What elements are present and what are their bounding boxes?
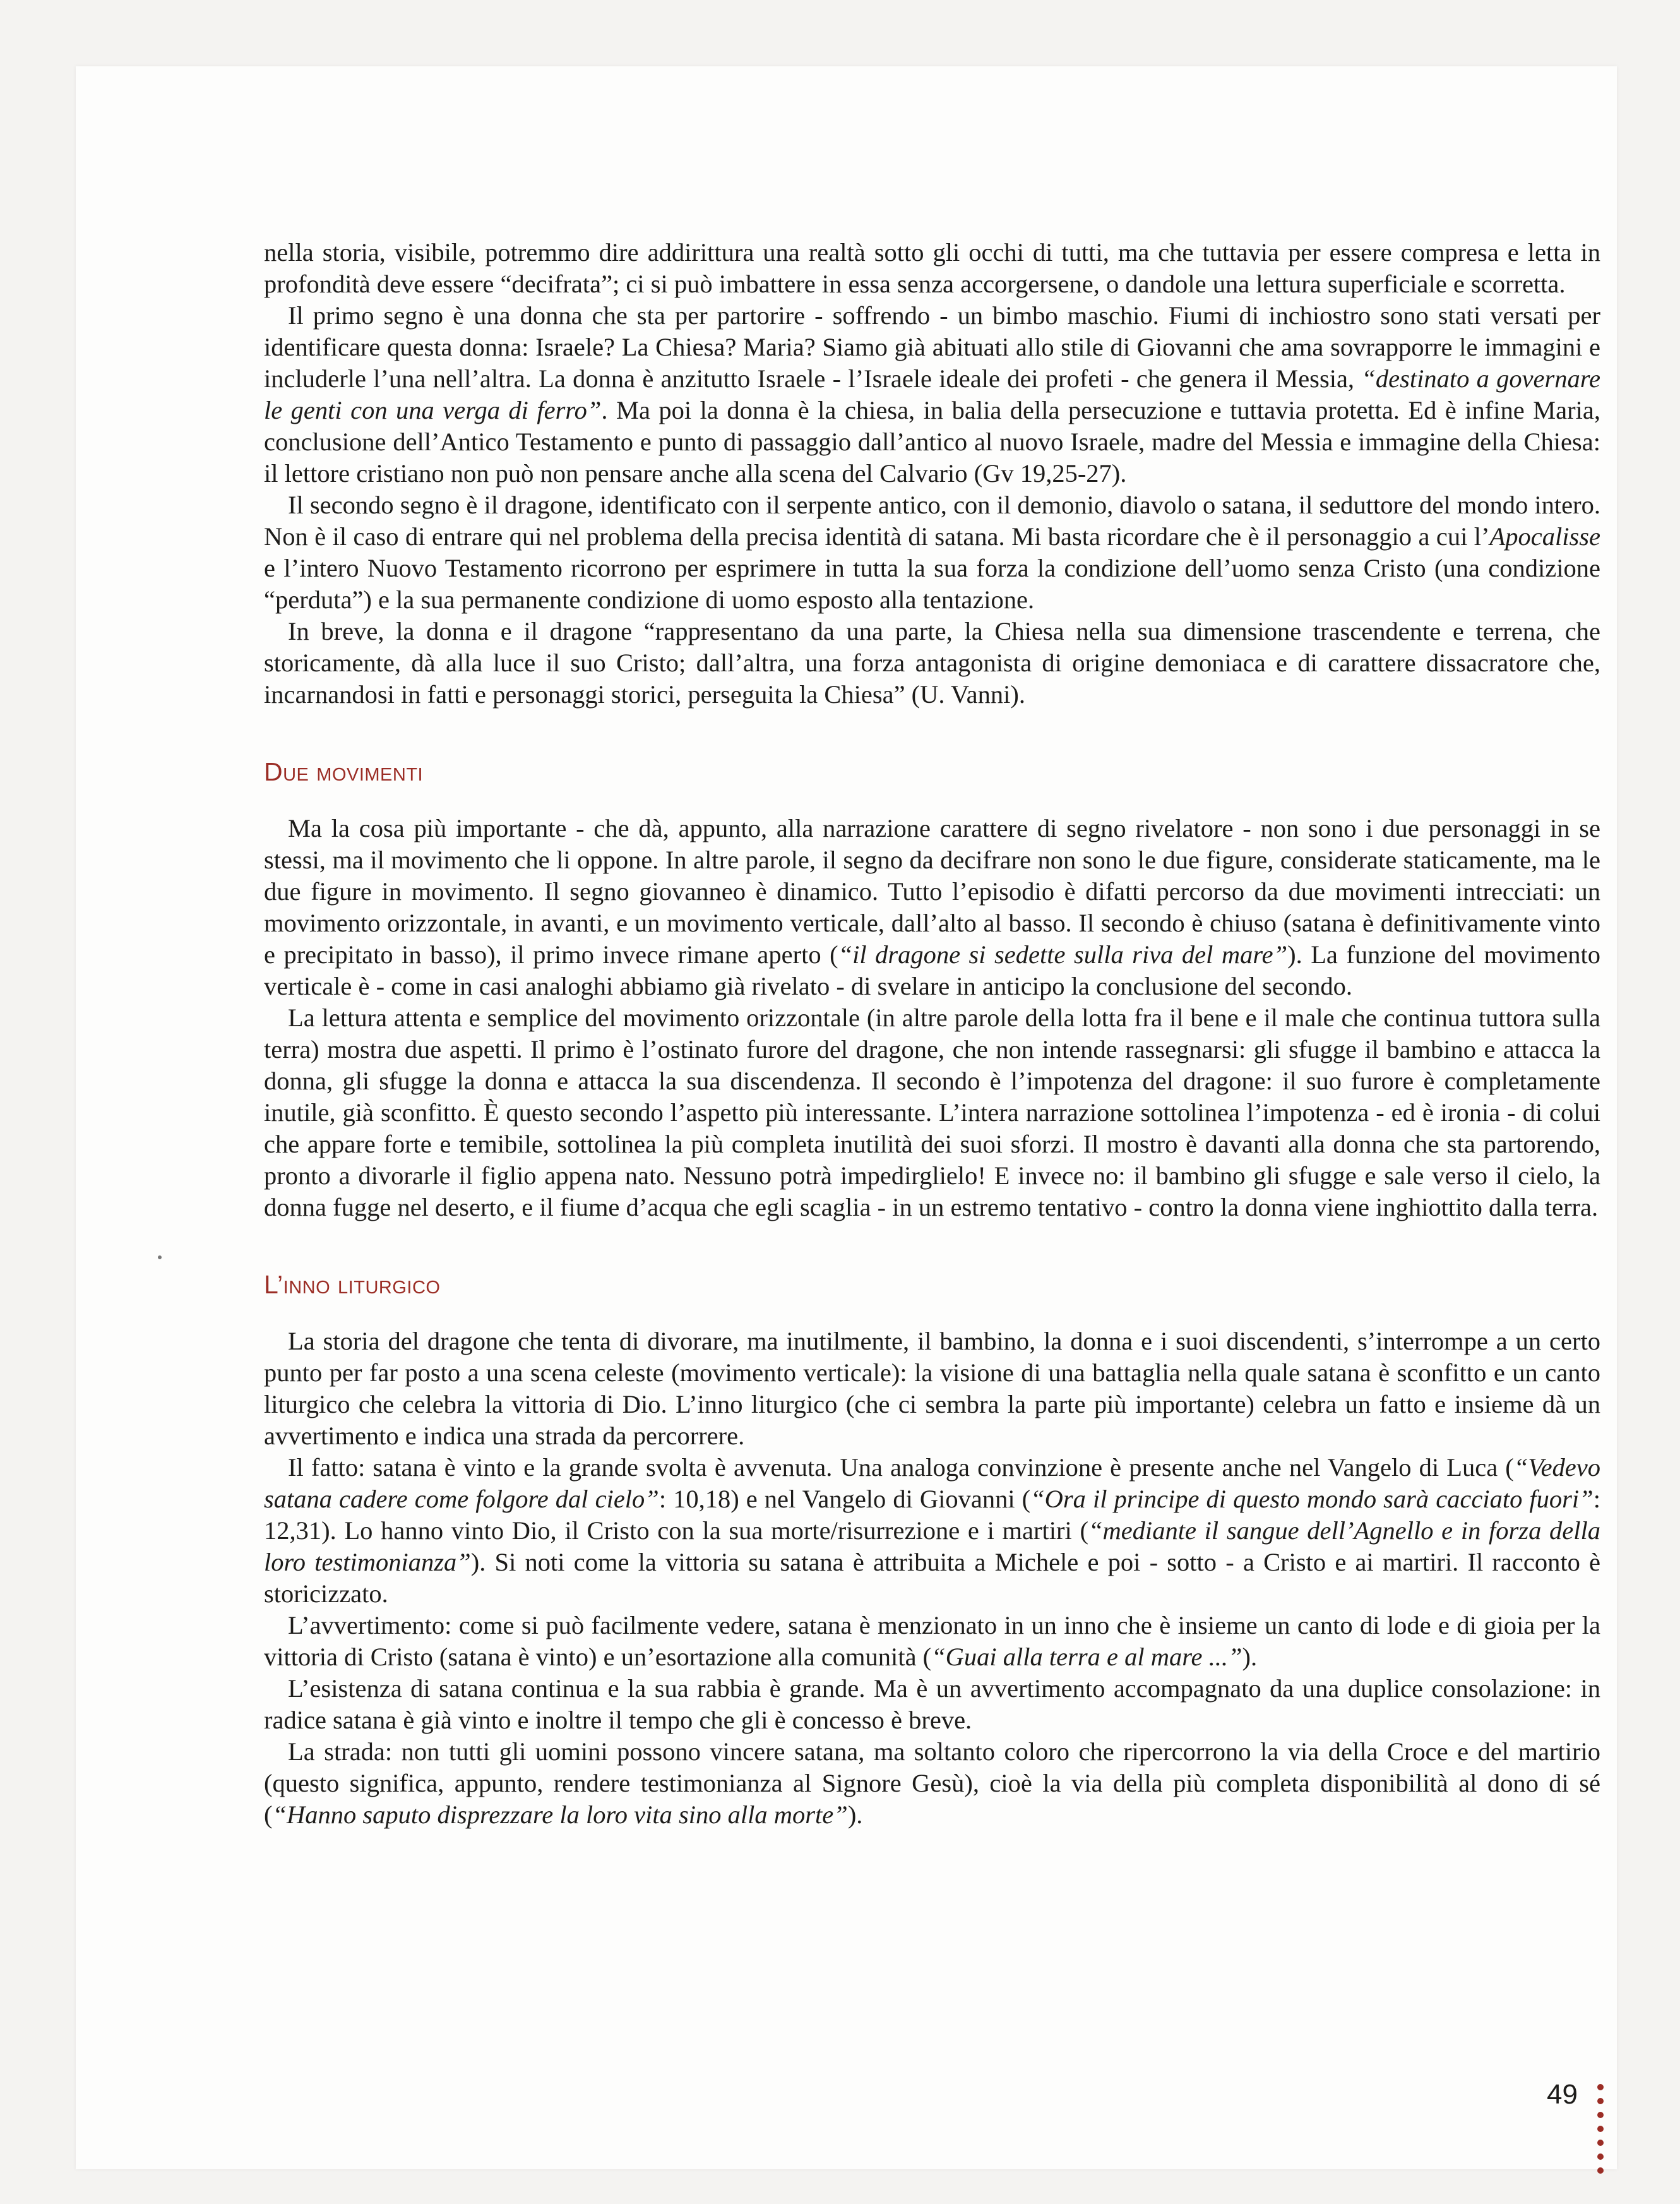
page-body — [264, 237, 1600, 1831]
quote-woe: “Guai alla terra e al mare ...” — [931, 1643, 1242, 1671]
apocalisse-title: Apocalisse — [1489, 522, 1600, 551]
paragraph-warning: L’avvertimento: come si può facilmente vedere, satana è menzionato in un inno che è insieme un canto di lode e di gioia per la vittoria di Cristo (satana è vinto) e un’esortazione alla comunità (“Guai alla terra e al mare ...”). — [264, 1611, 1600, 1671]
quote-luke: “Vedevo satana cadere come folgore dal cielo” — [264, 1453, 1600, 1513]
paragraph-the-fact: Il fatto: satana è vinto e la grande svolta è avvenuta. Una analoga convinzione è presente anche nel Vangelo di Luca (“Vedevo satana cadere come folgore dal cielo”: 10,18) e nel Vangelo di Giovanni (“Ora il principe di questo mondo sarà cacciato fuori”: 12,31). Lo hanno vinto Dio, il Cristo con la sua morte/risurrezione e i martiri (“mediante il sangue dell’Agnello e in forza della loro testimonianza”). Si noti come la vittoria su satana è attribuita a Michele e poi - sotto - a Cristo e ai martiri. Il racconto è storicizzato. — [264, 1453, 1601, 1608]
quote-lamb: “mediante il sangue dell’Agnello e in forza della loro testimonianza” — [264, 1516, 1600, 1576]
margin-speck — [158, 1255, 162, 1259]
section-heading-inno-liturgico: L’inno liturgico — [264, 1270, 441, 1299]
quote-dragon-sea: “il dragone si sedette sulla riva del mare” — [838, 940, 1288, 969]
paragraph-first-sign: Il primo segno è una donna che sta per partorire - soffrendo - un bimbo maschio. Fiumi di inchiostro sono stati versati per identificare questa donna: Israele? La Chiesa? Maria? Siamo già abituati allo stile di Giovanni che ama sovrapporre le immagini e includerle l’una nell’altra. La donna è anzitutto Israele - l’Israele ideale dei profeti - che genera il Messia, “destinato a governare le genti con una verga di ferro”. Ma poi la donna è la chiesa, in balia della persecuzione e tuttavia protetta. Ed è infine Maria, conclusione dell’Antico Testamento e punto di passaggio dall’antico al nuovo Israele, madre del Messia e immagine della Chiesa: il lettore cristiano non può non pensare anche alla scena del Calvario (Gv 19,25-27). — [264, 301, 1601, 488]
paragraph-second-sign: Il secondo segno è il dragone, identificato con il serpente antico, con il demonio, diavolo o satana, il seduttore del mondo intero. Non è il caso di entrare qui nel problema della precisa identità di satana. Mi basta ricordare che è il personaggio a cui l’Apocalisse e l’intero Nuovo Testamento ricorrono per esprimere in tutta la sua forza la condizione dell’uomo senza Cristo (una condizione “perduta”) e la sua permanente condizione di uomo esposto alla tentazione. — [264, 491, 1600, 614]
paragraph-existence: L’esistenza di satana continua e la sua rabbia è grande. Ma è un avvertimento accompagnato da una duplice consolazione: in radice satana è già vinto e inoltre il tempo che gli è concesso è breve. — [264, 1674, 1600, 1734]
paragraph-summary: In breve, la donna e il dragone “rappresentano da una parte, la Chiesa nella sua dimensione trascendente e terrena, che storicamente, dà alla luce il suo Cristo; dall’altra, una forza antagonista di origine demoniaca e di carattere dissacratore che, incarnandosi in fatti e personaggi storici, perseguita la Chiesa” (U. Vanni). — [264, 617, 1600, 709]
book-page — [76, 66, 1617, 2169]
quote-despise-life: “Hanno saputo disprezzare la loro vita sino alla morte” — [272, 1800, 848, 1829]
paragraph-the-way: La strada: non tutti gli uomini possono vincere satana, ma soltanto coloro che ripercorrono la via della Croce e del martirio (questo significa, appunto, rendere testimonianza al Signore Gesù), cioè la via della più completa disponibilità al dono di sé (“Hanno saputo disprezzare la loro vita sino alla morte”). — [264, 1737, 1600, 1829]
decorative-dots — [1597, 2084, 1606, 2181]
quote-iron-rod: “destinato a governare le genti con una verga di ferro” — [264, 364, 1601, 424]
paragraph-horizontal-movement: La lettura attenta e semplice del movimento orizzontale (in altre parole della lotta fra il bene e il male che continua tuttora sulla terra) mostra due aspetti. Il primo è l’ostinato furore del dragone, che non intende rassegnarsi: gli sfugge il bambino e attacca la donna, gli sfugge la donna e attacca la sua discendenza. Il secondo è l’impotenza del dragone: il suo furore è completamente inutile, già sconfitto. È questo secondo l’aspetto più interessante. L’intera narrazione sottolinea l’impotenza - ed è ironia - di colui che appare forte e temibile, sottolinea la più completa inutilità dei suoi sforzi. Il mostro è davanti alla donna che sta partorendo, pronto a divorarle il figlio appena nato. Nessuno potrà impedirglielo! E invece no: il bambino gli sfugge e sale verso il cielo, la donna fugge nel deserto, e il fiume d’acqua che egli scaglia - in un estremo tentativo - contro la donna viene inghiottito dalla terra. — [264, 1003, 1600, 1221]
page-number: 49 — [1547, 2079, 1578, 2110]
paragraph-movements: Ma la cosa più importante - che dà, appunto, alla narrazione carattere di segno rivelatore - non sono i due personaggi in se stessi, ma il movimento che li oppone. In altre parole, il segno da decifrare non sono le due figure, considerate staticamente, ma le due figure in movimento. Il segno giovanneo è dinamico. Tutto l’episodio è difatti percorso da due movimenti intrecciati: un movimento orizzontale, in avanti, e un movimento verticale, dall’alto al basso. Il secondo è chiuso (satana è definitivamente vinto e precipitato in basso), il primo invece rimane aperto (“il dragone si sedette sulla riva del mare”). La funzione del movimento verticale è - come in casi analoghi abbiamo già rivelato - di svelare in anticipo la conclusione del secondo. — [264, 814, 1600, 1000]
section-heading-due-movimenti: Due movimenti — [264, 757, 424, 786]
paragraph-continuation: nella storia, visibile, potremmo dire addirittura una realtà sotto gli occhi di tutti, ma che tuttavia per essere compresa e letta in profondità deve essere “decifrata”; ci si può imbattere in essa senza accorgersene, o dandole una lettura superficiale e scorretta. — [264, 238, 1600, 298]
quote-john: “Ora il principe di questo mondo sarà cacciato fuori” — [1030, 1485, 1594, 1513]
paragraph-dragon-story: La storia del dragone che tenta di divorare, ma inutilmente, il bambino, la donna e i suoi discendenti, s’interrompe a un certo punto per far posto a una scena celeste (movimento verticale): la visione di una battaglia nella quale satana è sconfitto e un canto liturgico che celebra la vittoria di Dio. L’inno liturgico (che ci sembra la parte più importante) celebra un fatto e insieme dà un avvertimento e indica una strada da percorrere. — [264, 1327, 1600, 1450]
